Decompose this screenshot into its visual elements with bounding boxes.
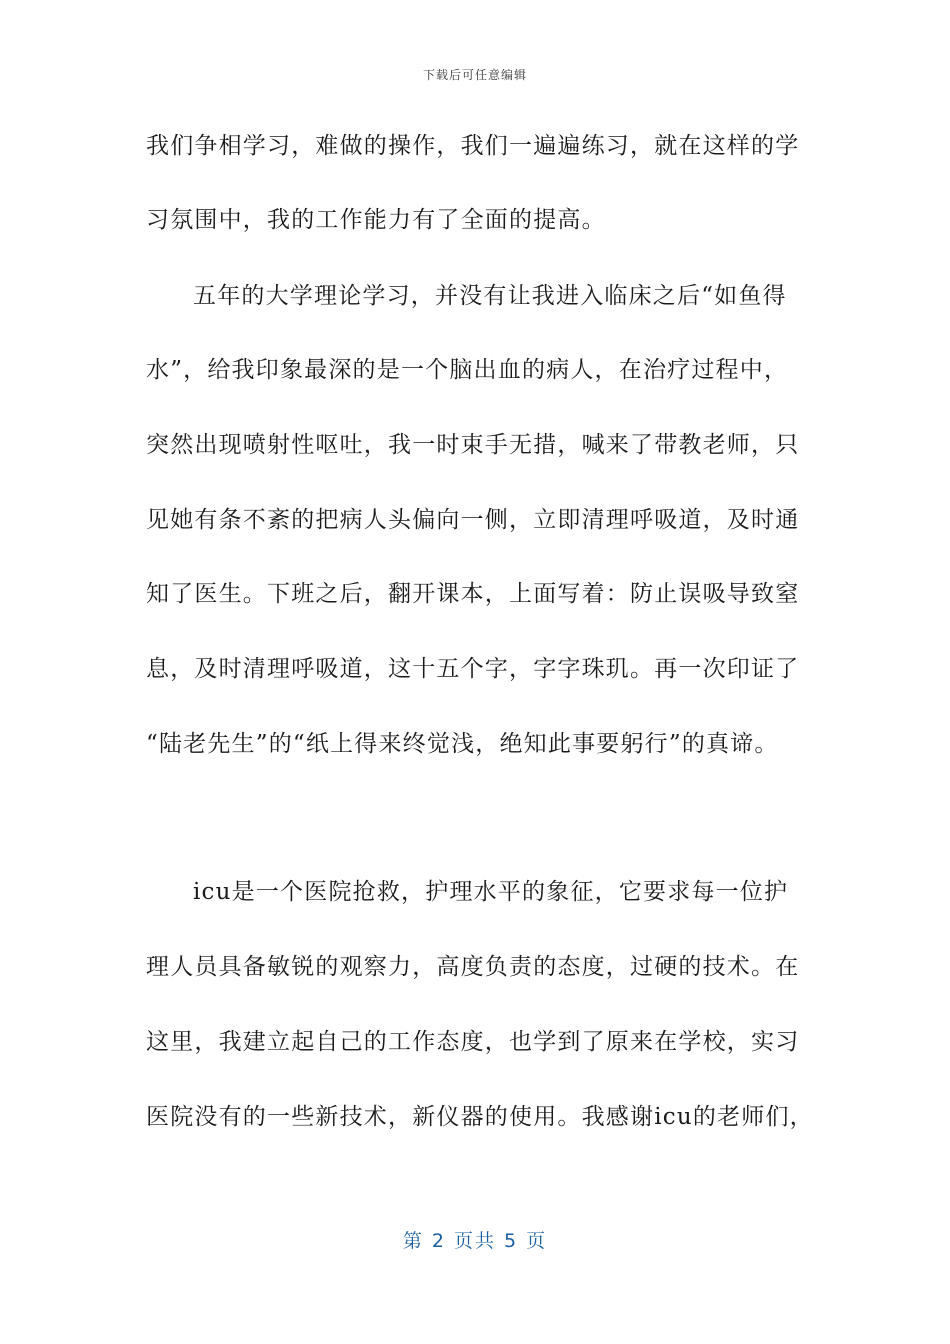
text-line: “陆老先生”的“纸上得来终觉浅，绝知此事要躬行”的真谛。: [146, 731, 779, 757]
text-line: 见她有条不紊的把病人头偏向一侧，立即清理呼吸道，及时通: [146, 507, 800, 533]
text-line: 水”，给我印象最深的是一个脑出血的病人，在治疗过程中，: [146, 357, 789, 383]
text-line: 习氛围中，我的工作能力有了全面的提高。: [146, 207, 606, 233]
text-line: 突然出现喷射性呕吐，我一时束手无措，喊来了带教老师，只: [146, 432, 800, 458]
text-line: 息，及时清理呼吸道，这十五个字，字字珠玑。再一次印证了: [146, 656, 800, 682]
text-line: 知了医生。下班之后，翻开课本，上面写着：防止误吸导致窒: [146, 581, 800, 607]
text-line: 医院没有的一些新技术，新仪器的使用。我感谢icu的老师们，: [146, 1104, 814, 1130]
page-header: 下载后可任意编辑: [422, 68, 527, 82]
text-line: 这里，我建立起自己的工作态度，也学到了原来在学校，实习: [146, 1029, 800, 1055]
text-line: icu是一个医院抢救，护理水平的象征，它要求每一位护: [193, 879, 789, 905]
text-line: 我们争相学习，难做的操作，我们一遍遍练习，就在这样的学: [146, 133, 800, 159]
text-line: 理人员具备敏锐的观察力，高度负责的态度，过硬的技术。在: [146, 954, 800, 980]
page-number: 第 2 页共 5 页: [402, 1230, 548, 1252]
text-line: 五年的大学理论学习，并没有让我进入临床之后“如鱼得: [193, 283, 787, 309]
